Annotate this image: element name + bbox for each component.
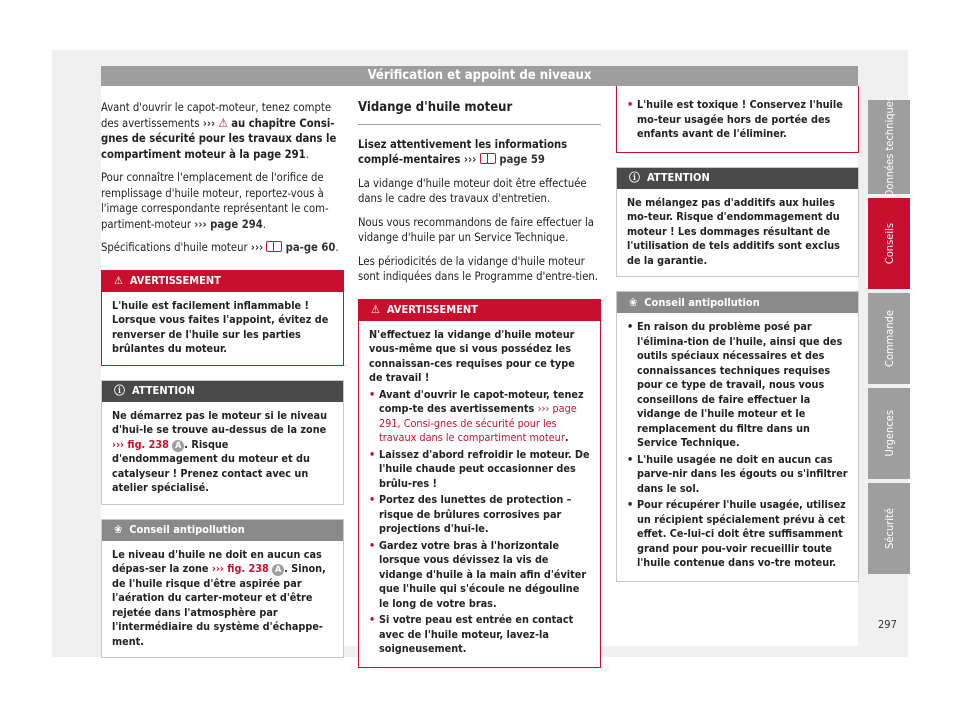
list-item: • Gardez votre bras à l'horizontale lorsque vous dévissez la vis de vidange d'huile à la main afin d'éviter que l'huile qui s'écoule ne dégouline le long de votre bras. — [369, 539, 590, 612]
paragraph-location: Pour connaître l'emplacement de l'orifice de remplissage d'huile moteur, reportez-vous à l'image correspondante représentant le com-partiment-moteur ››› page 294. — [101, 171, 329, 231]
warning-triangle-icon: ⚠ — [218, 115, 229, 130]
book-icon — [480, 153, 496, 164]
warning-box-body: N'effectuez la vidange d'huile moteur vous-même que si vous possédez les connaissan-ces requises pour ce type de travail ! • Avant d'ouvrir le capot-moteur, tenez comp-te des avertissements ››› page 291, Consi-gnes de sécurité pour les travaux dans le compartiment moteur. • Laissez d'abord refroidir le moteur. De l'huile chaude peut occasionner des brûlu-res ! • Portez des lunettes de protection – risque de brûlures corrosives par projections d'hui-le. • Gardez votre bras à l'horizontale lorsque vous dévissez la vis de vidange d'huile à la main afin d'éviter que l'huile qui s'écoule ne dégouline le long de votre bras. • Si votre peau est entrée en contact avec de l'huile moteur, lavez-la soigneusement. — [359, 321, 600, 667]
paragraph-intro: Avant d'ouvrir le capot-moteur, tenez compte des avertissements ››› ⚠ au chapitre Consi-gnes de sécurité pour les travaux dans le compartiment moteur à la page 291. — [101, 101, 337, 161]
warning-icon: ⚠ — [371, 303, 380, 317]
eco-tip-header: ❀ Conseil antipollution — [102, 520, 343, 541]
chapter-tabs — [868, 96, 910, 578]
warning-box-header: ⚠ AVERTISSEMENT — [359, 300, 600, 321]
info-circle-icon: ⓘ — [114, 384, 125, 398]
list-item: • Laissez d'abord refroidir le moteur. De l'huile chaude peut occasionner des brûlu-res ! — [369, 448, 590, 492]
warning-icon: ⚠ — [114, 274, 123, 288]
tab-urgences[interactable]: Urgences — [868, 388, 910, 479]
zone-a-marker: A — [172, 440, 184, 452]
arrow-ref[interactable]: ››› — [463, 153, 477, 166]
figure-link-238[interactable]: ››› fig. 238 — [112, 437, 169, 451]
eco-tip-header: ❀ Conseil antipollution — [617, 292, 858, 313]
attention-box — [616, 167, 859, 278]
attention-box-header: ⓘ ATTENTION — [102, 381, 343, 402]
flower-icon: ❀ — [114, 523, 123, 537]
chapter-link[interactable]: au chapitre Consi-gnes de sécurité pour les travaux dans le compartiment moteur à la page 291 — [101, 116, 337, 161]
warning-box-header: ⚠ AVERTISSEMENT — [102, 271, 343, 292]
list-item: • En raison du problème posé par l'élimina-tion de l'huile, ainsi que des outils spéciaux nécessaires et des connaissances techniques requises pour ce type de travail, nous vous conseillons de faire effectuer la vidange de l'huile moteur et le remplacement du filtre dans un Service Technique. — [627, 320, 848, 451]
list-item: • Pour récupérer l'huile usagée, utilisez un récipient spécialement prévu à cet effet. Ce-lui-ci doit être suffisamment grand pour pou-voir recueillir toute l'huile contenue dans vo-tre moteur. — [627, 498, 848, 571]
list-item: • Si votre peau est entrée en contact avec de l'huile moteur, lavez-la soigneusement. — [369, 613, 590, 657]
page-link-291[interactable]: ››› page 291, Consi-gnes de sécurité pour les travaux dans le compartiment moteur — [379, 402, 577, 444]
tab-conseils[interactable]: Conseils — [868, 198, 910, 289]
flower-icon: ❀ — [629, 295, 638, 309]
list-item: • L'huile est toxique ! Conservez l'huile mo-teur usagée hors de portée des enfants avant de l'éliminer. — [627, 98, 848, 142]
zone-a-marker: A — [272, 564, 284, 576]
page-link-59[interactable]: page 59 — [499, 153, 545, 166]
page-link-60[interactable]: pa-ge 60 — [285, 241, 336, 254]
content-area — [101, 86, 858, 655]
warning-box-body: L'huile est facilement inflammable ! Lorsque vous faites l'appoint, évitez de renverser de l'huile sur les parties brûlantes du moteur. — [112, 298, 329, 355]
info-circle-icon: ⓘ — [629, 171, 640, 185]
page-link-294[interactable]: ››› page 294 — [194, 217, 263, 231]
paragraph-read-info: Lisez attentivement les informations complé-mentaires ››› page 59 — [358, 137, 568, 166]
column-2 — [358, 94, 601, 682]
paragraph-maintenance: La vidange d'huile moteur doit être effectuée dans le cadre des travaux d'entretien. — [358, 176, 587, 205]
attention-box-body: Ne démarrez pas le moteur si le niveau d'hui-le se trouve au-dessus de la zone ››› fig. 238 A . Risque d'endommagement du moteur et du catalyseur ! Prenez contact avec un atelier spécialisé. — [112, 408, 328, 494]
eco-tip-body: Le niveau d'huile ne doit en aucun cas dépas-ser la zone ››› fig. 238 A . Sinon, de l'huile risque d'être aspirée par l'aération du carter-moteur et d'être rejetée dans l'atmosphère par l'intermédiaire du système d'échappe-ment. — [112, 547, 326, 648]
book-icon — [266, 241, 282, 252]
paragraph-intervals: Les périodicités de la vidange d'huile moteur sont indiquées dans le Programme d'entre-tien. — [358, 254, 598, 283]
list-item: • L'huile usagée ne doit en aucun cas parve-nir dans les égouts ou s'infiltrer dans le sol. — [627, 453, 848, 497]
paragraph-recommend: Nous vous recommandons de faire effectuer la vidange d'huile par un Service Technique. — [358, 215, 594, 244]
attention-box-body: Ne mélangez pas d'additifs aux huiles mo-teur. Risque d'endommagement du moteur ! Les dommages résultant de l'utilisation de tels additifs sont exclus de la garantie. — [627, 195, 840, 267]
column-1 — [101, 100, 344, 672]
page-header: Vérification et appoint de niveaux — [101, 66, 858, 86]
paragraph-specs: Spécifications d'huile moteur ››› pa-ge 60. — [101, 241, 339, 254]
tab-commande[interactable]: Commande — [868, 293, 910, 384]
tab-securite[interactable]: Sécurité — [868, 483, 910, 574]
section-title: Vidange d'huile moteur — [358, 94, 601, 125]
eco-tip-body — [617, 313, 858, 581]
arrow-ref[interactable]: ››› — [250, 241, 264, 254]
page-number: 297 — [878, 618, 897, 631]
column-3 — [616, 86, 859, 596]
eco-tip-box — [101, 519, 344, 659]
eco-tip-box — [616, 291, 859, 582]
warning-box — [358, 299, 601, 668]
figure-link-238[interactable]: ››› fig. 238 — [211, 562, 269, 575]
warning-box — [101, 270, 344, 366]
attention-box-header: ⓘ ATTENTION — [617, 168, 858, 189]
list-item: • Avant d'ouvrir le capot-moteur, tenez comp-te des avertissements ››› page 291, Consi-gnes de sécurité pour les travaux dans le compartiment moteur. — [369, 388, 590, 446]
arrow-ref[interactable]: ››› — [202, 116, 216, 130]
list-item: • Portez des lunettes de protection – risque de brûlures corrosives par projections d'hui-le. — [369, 493, 590, 537]
attention-box — [101, 380, 344, 505]
tab-donnees-techniques[interactable]: Données techniques — [868, 100, 910, 194]
warning-continued-box — [616, 86, 859, 153]
